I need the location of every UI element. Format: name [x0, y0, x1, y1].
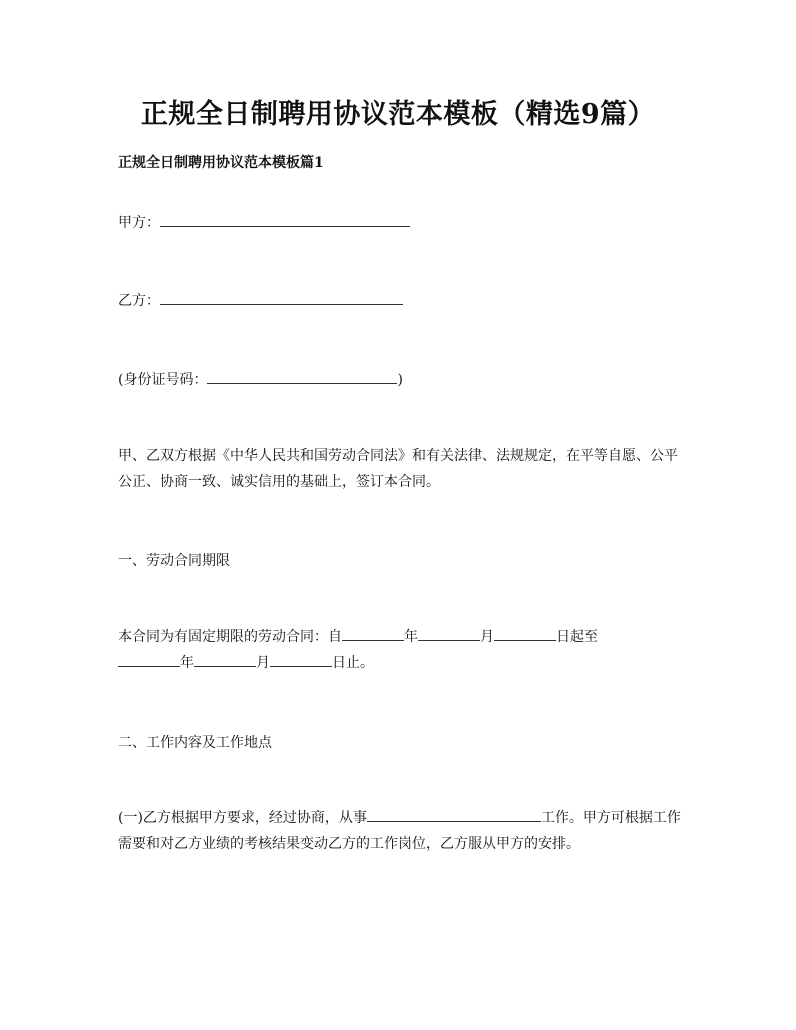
party-b-blank — [160, 290, 403, 305]
party-b-label: 乙方： — [118, 293, 160, 309]
id-number-blank — [207, 369, 397, 384]
work-blank — [367, 807, 541, 822]
end-year-blank — [118, 652, 180, 667]
term-paragraph — [118, 624, 690, 676]
intro-paragraph: 甲、乙双方根据《中华人民共和国劳动合同法》和有关法律、法规规定，在平等自愿、公平公正、协商一致、诚实信用的基础上，签订本合同。 — [118, 448, 678, 490]
work-text-1: (一)乙方根据甲方要求，经过协商，从事 — [118, 810, 367, 826]
year-label: 年 — [404, 629, 418, 645]
day-to-label: 日止。 — [332, 655, 374, 671]
section-2-heading: 二、工作内容及工作地点 — [118, 735, 272, 751]
party-a-line — [118, 212, 410, 232]
month-label-2: 月 — [256, 655, 270, 671]
id-number-label: (身份证号码： — [118, 372, 208, 388]
year-label-2: 年 — [180, 655, 194, 671]
end-month-blank — [194, 652, 256, 667]
section-1-heading: 一、劳动合同期限 — [118, 553, 230, 569]
work-paragraph — [118, 805, 690, 857]
section-subtitle: 正规全日制聘用协议范本模板篇1 — [118, 155, 324, 171]
end-day-blank — [270, 652, 332, 667]
start-month-blank — [418, 626, 480, 641]
term-text: 本合同为有固定期限的劳动合同：自 — [118, 629, 342, 645]
party-a-label: 甲方： — [118, 215, 160, 231]
month-label: 月 — [480, 629, 494, 645]
start-year-blank — [342, 626, 404, 641]
party-a-blank — [160, 212, 410, 227]
id-number-close: ) — [397, 372, 403, 388]
document-title: 正规全日制聘用协议范本模板（精选9篇） — [140, 99, 656, 130]
day-from-label: 日起至 — [556, 629, 598, 645]
id-number-line — [118, 369, 403, 389]
party-b-line — [118, 290, 403, 310]
start-day-blank — [494, 626, 556, 641]
work-text-2: 工作。甲方可根据工作需要和对乙方业绩的考核结果变动乙方的工作岗位，乙方服从甲方的安排。 — [118, 810, 681, 852]
